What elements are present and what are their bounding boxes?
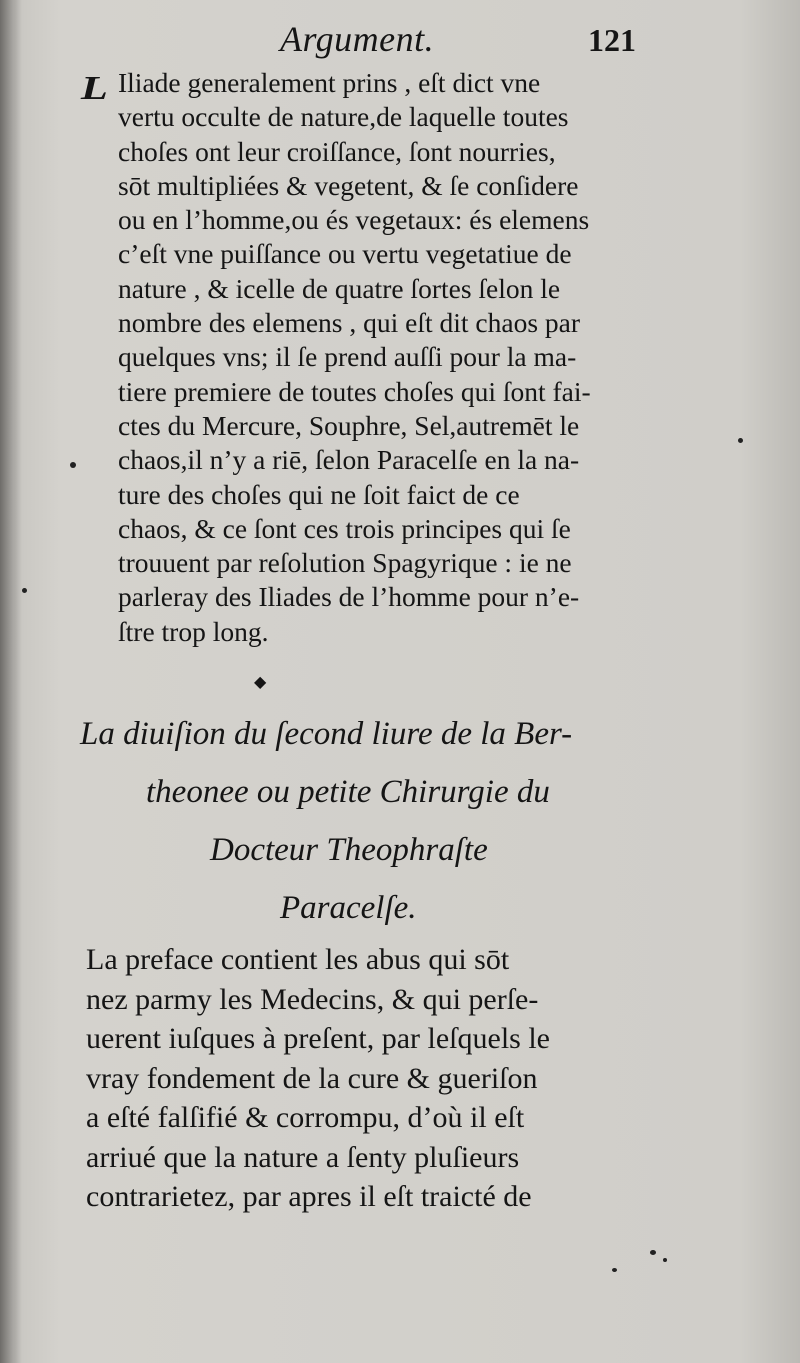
text-line: nature , & icelle de quatre ſortes ſelon le (118, 272, 561, 304)
text-line: chaos,il n’y a riē, ſelon Paracelſe en la na- (118, 444, 580, 476)
text-line: contrarietez, par apres il eſt traicté de (86, 1180, 532, 1213)
text-line: quelques vns; il ſe prend auſſi pour la ma- (118, 341, 577, 373)
text-line: vertu occulte de nature,de laquelle toutes (118, 101, 569, 133)
text-line: choſes ont leur croiſſance, ſont nourries, (118, 135, 556, 167)
page-number: 121 (588, 22, 636, 58)
text-line: ou en l’homme,ou és vegetaux: és elemens (118, 204, 590, 236)
text-line: trouuent par reſolution Spagyrique : ie ne (118, 547, 572, 579)
text-line: La preface contient les abus qui sōt (86, 943, 510, 976)
text-line: Iliade generalement prins , eſt dict vne (118, 67, 541, 98)
heading-line: La diuiſion du ſecond liure de la Ber- (80, 716, 573, 752)
ink-speck (663, 1258, 667, 1262)
ink-speck (612, 1268, 617, 1272)
ornament-mark: ◆ (254, 672, 267, 691)
paragraph-2 (86, 940, 646, 1217)
ink-speck (738, 438, 743, 443)
text-line: a eſté falſifié & corrompu, d’où il eſt (86, 1101, 525, 1134)
decorated-initial: L (80, 70, 108, 107)
heading-line: theonee ou petite Chirurgie du (146, 774, 550, 810)
text-line: c’eſt vne puiſſance ou vertu vegetatiue de (118, 238, 572, 270)
running-head (0, 14, 800, 64)
text-line: tiere premiere de toutes choſes qui ſont fai- (118, 375, 591, 407)
text-line: parleray des Iliades de l’homme pour n’e- (118, 581, 580, 613)
text-line: chaos, & ce ſont ces trois principes qui ſe (118, 512, 571, 544)
page-gutter-shadow (0, 0, 22, 1363)
text-line: sōt multipliées & vegetent, & ſe conſidere (118, 169, 579, 201)
text-line: uerent iuſques à preſent, par leſquels le (86, 1022, 550, 1055)
ink-speck (22, 588, 27, 593)
text-line: ctes du Mercure, Souphre, Sel,autremēt le (118, 409, 580, 441)
text-line: arriué que la nature a ſenty pluſieurs (86, 1140, 520, 1174)
ink-speck (650, 1250, 656, 1255)
running-title: Argument. (280, 19, 435, 59)
text-line: nez parmy les Medecins, & qui perſe- (86, 982, 539, 1016)
paragraph-1 (118, 66, 644, 649)
text-line: ture des choſes qui ne ſoit faict de ce (118, 478, 520, 510)
text-line: vray fondement de la cure & gueriſon (86, 1061, 538, 1095)
ink-speck (70, 462, 76, 468)
text-line: ſtre trop long. (118, 615, 269, 647)
text-line: nombre des elemens , qui eſt dit chaos par (118, 307, 581, 339)
heading-line: Paracelſe. (280, 890, 417, 926)
heading-line: Docteur Theophraſte (210, 832, 488, 868)
